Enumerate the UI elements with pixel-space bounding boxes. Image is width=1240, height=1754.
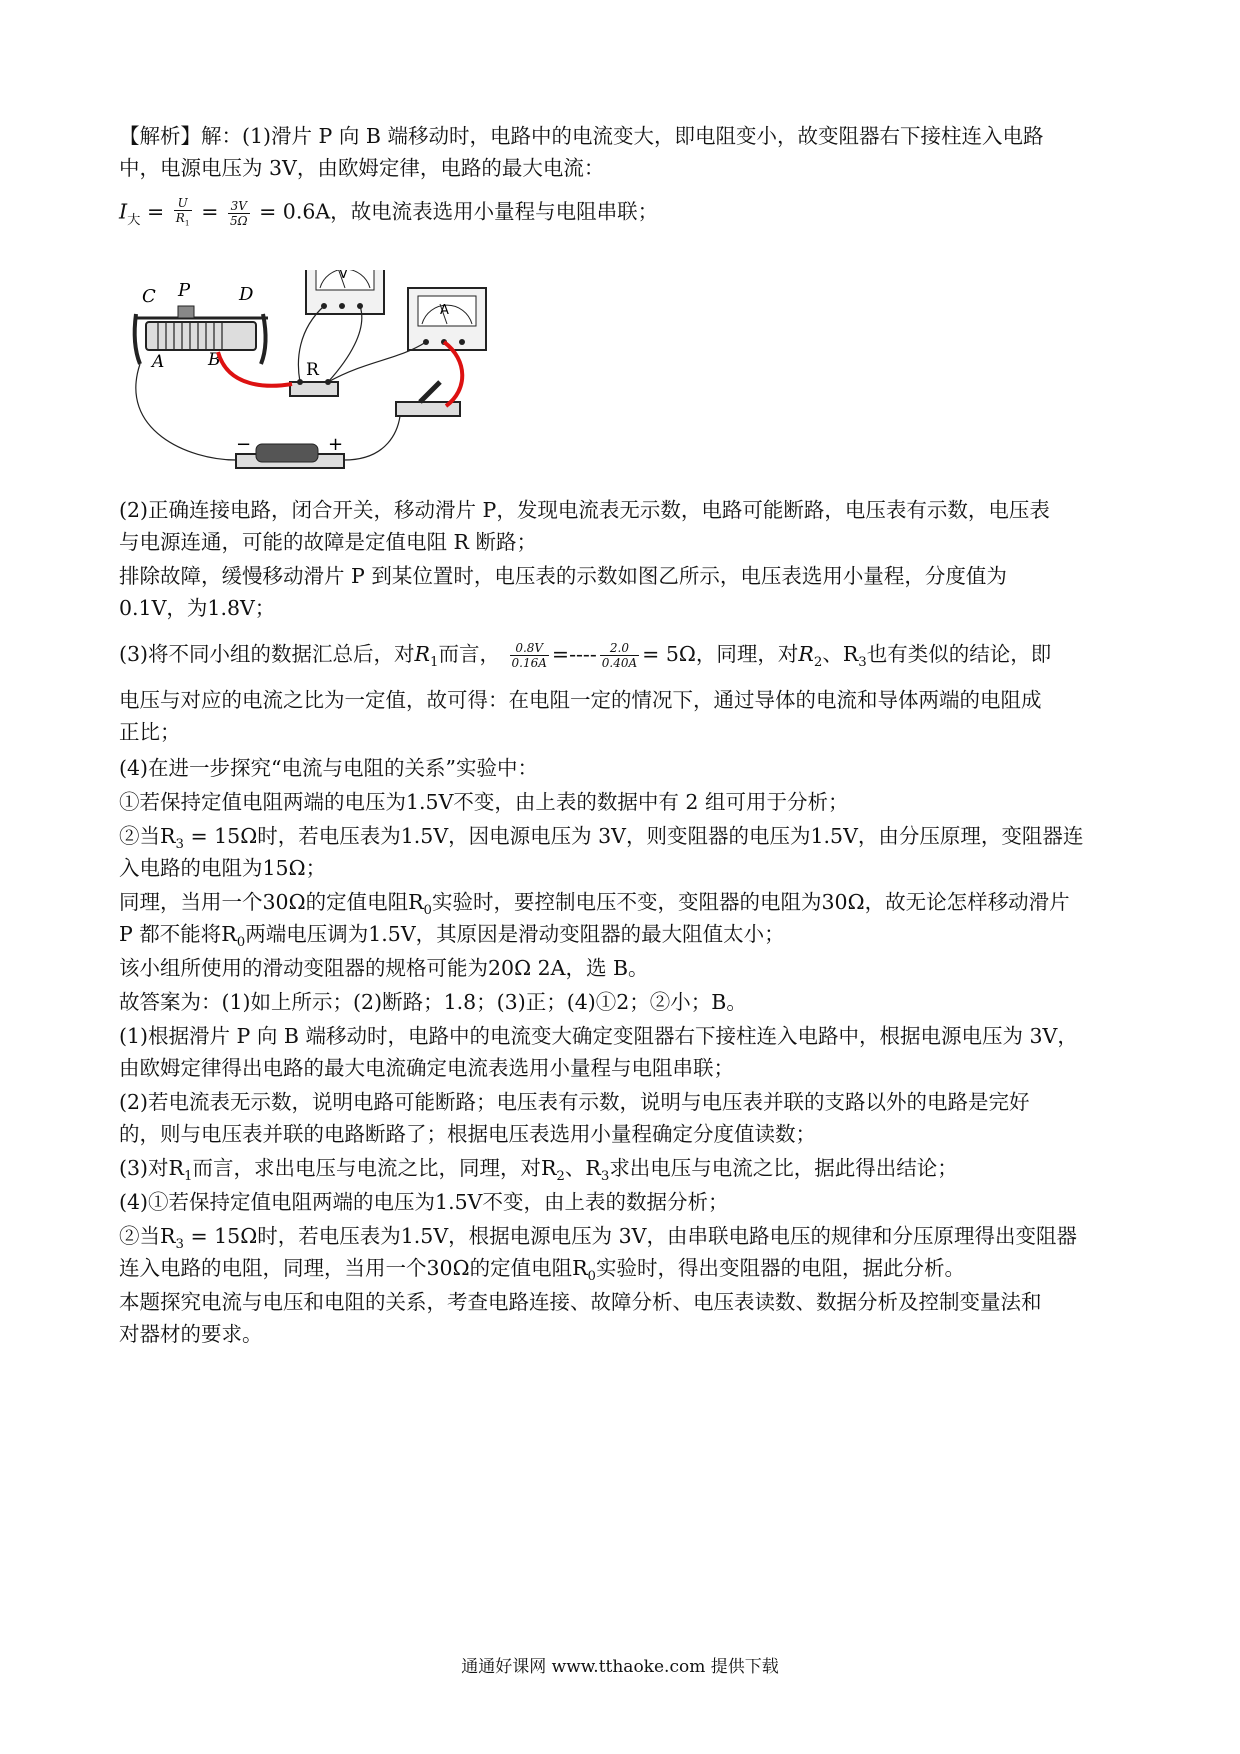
fraction: $\frac{U}{R_1}$ [175,196,190,228]
math-result: = 0.6A， [259,199,351,224]
fraction: $\frac{0.8V}{0.16A}$ [511,641,547,670]
minus-terminal: − [236,434,252,455]
text-line: 中，电源电压为 3V，由欧姆定律，电路的最大电流： [119,156,605,180]
text-line: 正比； [119,720,181,744]
text-line: 的，则与电压表并联的电路断路了；根据电压表选用小量程确定分度值读数； [119,1122,816,1146]
wire [136,364,236,460]
math-eq: = [201,199,219,224]
switch [396,382,460,416]
red-wire [444,342,462,406]
label-A: A [152,352,165,372]
text-line: ①若保持定值电阻两端的电压为1.5V不变，由上表的数据中有 2 组可用于分析； [119,790,849,814]
label-P: P [178,280,191,301]
circuit-diagram [128,270,498,485]
plus-terminal: + [328,434,344,455]
page-footer: 通通好课网 www.tthaoke.com 提供下载 [461,1657,779,1677]
formula-line [119,196,658,235]
math-sub: 大 [127,212,141,228]
text-line: 入电路的电阻为15Ω； [119,856,327,880]
text-line: P 都不能将$R_0$两端电压调为1.5V，其原因是滑动变阻器的最大阻值太小； [119,922,785,951]
text-line: ②当$R_3 = 15\Omega$时，若电压表为1.5V，根据电源电压为 3V，由串联电路电压的规律和分压原理得出变阻器 [119,1224,1077,1253]
text-line: 与电源连通，可能的故障是定值电阻 R 断路； [119,530,537,554]
text-line: 【解析】解：(1)滑片 P 向 B 端移动时，电路中的电流变大，即电阻变小，故变阻器右下接柱连入电路 [119,124,1044,148]
voltmeter-label: V [339,270,348,282]
text-line: 该小组所使用的滑动变阻器的规格可能为20Ω 2A，选 B。 [119,956,649,980]
text-line: (2)若电流表无示数，说明电路可能断路；电压表有示数，说明与电压表并联的支路以外的电路是完好 [119,1090,1030,1114]
text-line: (4)①若保持定值电阻两端的电压为1.5V不变，由上表的数据分析； [119,1190,729,1214]
text-line: 排除故障，缓慢移动滑片 P 到某位置时，电压表的示数如图乙所示，电压表选用小量程，分度值为 [119,564,1007,588]
text-line: ②当$R_3 = 15\Omega$时，若电压表为1.5V，因电源电压为 3V，则变阻器的电压为1.5V，由分压原理，变阻器连 [119,824,1084,853]
text-line: 电压与对应的电流之比为一定值，故可得：在电阻一定的情况下，通过导体的电流和导体两端的电阻成 [119,688,1042,712]
text-line: 0.1V，为1.8V； [119,596,276,620]
fraction: $\frac{2.0}{0.40A}$ [601,641,638,670]
resistor [290,379,338,396]
text-line: 同理，当用一个30Ω的定值电阻$R_0$实验时，要控制电压不变，变阻器的电阻为30Ω，故无论怎样移动滑片 [119,890,1070,919]
resistor-label: R [306,360,319,380]
wire [344,416,400,460]
label-D: D [239,284,254,305]
text-line: (4)在进一步探究“电流与电阻的关系”实验中： [119,756,538,780]
text-line: 由欧姆定律得出电路的最大电流确定电流表选用小量程与电阻串联； [119,1056,734,1080]
text-run: 故电流表选用小量程与电阻串联； [350,199,659,224]
ammeter [408,288,486,350]
text-line: 对器材的要求。 [119,1322,263,1346]
text-line: 连入电路的电阻，同理，当用一个30Ω的定值电阻$R_0$实验时，得出变阻器的电阻，据此分析。 [119,1256,966,1285]
math-eq: = [146,199,165,224]
wire [328,306,362,382]
red-wire [218,352,292,386]
text-line: (1)根据滑片 P 向 B 端移动时，电路中的电流变大确定变阻器右下接柱连入电路中，根据电源电压为 3V， [119,1024,1078,1048]
fraction: $\frac{3V}{5\Omega}$ [229,198,248,228]
text-line: (2)正确连接电路，闭合开关，移动滑片 P，发现电流表无示数，电路可能断路，电压表有示数，电压表 [119,498,1050,522]
formula-line-3: (3)将不同小组的数据汇总后，对$R_1$而言， $\frac{0.8V}{0.16A}$ =---- $\frac{2.0}{0.40A}$ = 5Ω，同理，对$R_2$、$R_3$也有类似的结论，即 [119,641,1052,671]
text-line: 本题探究电流与电压和电阻的关系，考查电路连接、故障分析、电压表读数、数据分析及控制变量法和 [119,1290,1042,1314]
math-symbol: I [119,199,128,224]
label-B: B [208,350,221,370]
ammeter-label: A [440,303,449,318]
label-C: C [142,286,156,307]
text-line: 故答案为：(1)如上所示；(2)断路；1.8；(3)正；(4)①2；②小；B。 [119,990,747,1014]
text-line: (3)对$R_1$而言，求出电压与电流之比，同理，对$R_2$、$R_3$求出电压与电流之比，据此得出结论； [119,1156,958,1185]
